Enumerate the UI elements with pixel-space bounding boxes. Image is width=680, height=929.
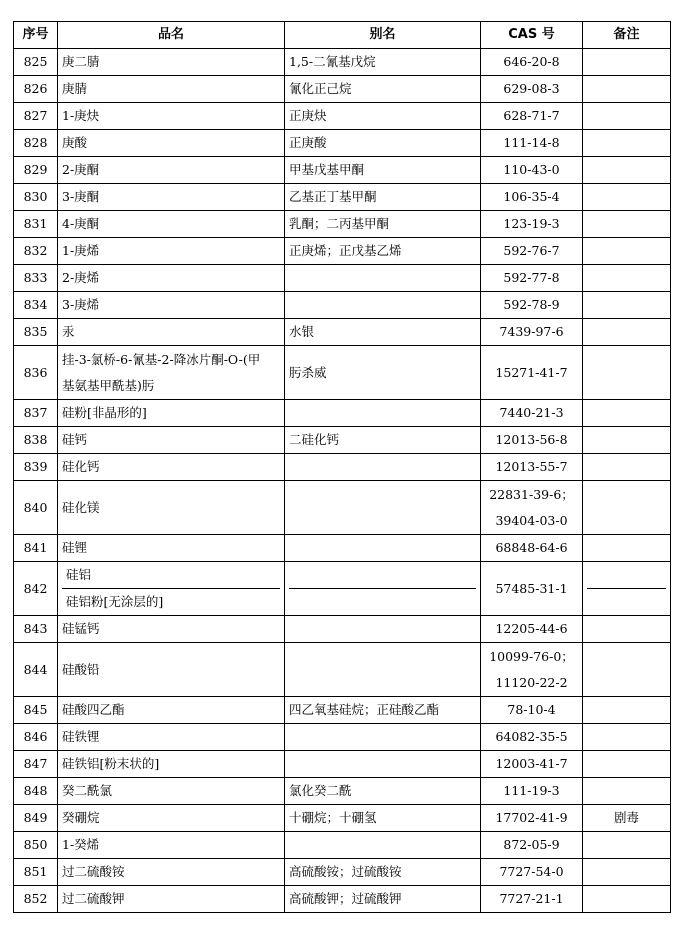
cell-cas: 7439-97-6 bbox=[481, 319, 583, 346]
cell-cas: 111-14-8 bbox=[481, 130, 583, 157]
cell-no: 828 bbox=[14, 130, 58, 157]
table-row bbox=[14, 265, 671, 292]
cell-alias: 高硫酸钾；过硫酸钾 bbox=[285, 886, 481, 913]
cell-cas-line: 22831-39-6； bbox=[489, 486, 574, 502]
cell-name-line: 挂-3-氯桥-6-氰基-2-降冰片酮-O-(甲 bbox=[62, 351, 261, 367]
cell-alias bbox=[285, 562, 481, 616]
cell-alias bbox=[285, 454, 481, 481]
cell-note bbox=[583, 211, 671, 238]
cell-name: 1-庚烯 bbox=[58, 238, 285, 265]
cell-name: 硅锂 bbox=[58, 535, 285, 562]
cell-name-line: 硅铝粉[无涂层的] bbox=[62, 588, 280, 615]
cell-name: 硅酸铅 bbox=[58, 643, 285, 697]
cell-no: 840 bbox=[14, 481, 58, 535]
cell-cas: 78-10-4 bbox=[481, 697, 583, 724]
cell-name: 硅铁铝[粉末状的] bbox=[58, 751, 285, 778]
cell-name: 癸硼烷 bbox=[58, 805, 285, 832]
table-row bbox=[14, 103, 671, 130]
cell-note bbox=[583, 643, 671, 697]
cell-note bbox=[583, 535, 671, 562]
cell-no: 826 bbox=[14, 76, 58, 103]
cell-cas: 646-20-8 bbox=[481, 49, 583, 76]
cell-no: 827 bbox=[14, 103, 58, 130]
table-row bbox=[14, 832, 671, 859]
table-row bbox=[14, 211, 671, 238]
chemical-list-table bbox=[13, 21, 671, 913]
table-row bbox=[14, 643, 671, 697]
cell-alias: 1,5-二氰基戊烷 bbox=[285, 49, 481, 76]
cell-name: 过二硫酸铵 bbox=[58, 859, 285, 886]
cell-no: 832 bbox=[14, 238, 58, 265]
cell-cas: 12003-41-7 bbox=[481, 751, 583, 778]
cell-alias bbox=[285, 832, 481, 859]
cell-note bbox=[583, 724, 671, 751]
cell-cas bbox=[481, 481, 583, 535]
table-row bbox=[14, 562, 671, 616]
table-row bbox=[14, 319, 671, 346]
cell-note: 剧毒 bbox=[583, 805, 671, 832]
cell-cas bbox=[481, 643, 583, 697]
cell-no: 849 bbox=[14, 805, 58, 832]
cell-alias: 正庚烯；正戊基乙烯 bbox=[285, 238, 481, 265]
cell-alias bbox=[285, 400, 481, 427]
cell-note bbox=[583, 292, 671, 319]
cell-cas: 7440-21-3 bbox=[481, 400, 583, 427]
header-alias: 别名 bbox=[285, 22, 481, 49]
table-row bbox=[14, 805, 671, 832]
header-cas: CAS 号 bbox=[481, 22, 583, 49]
table-row bbox=[14, 724, 671, 751]
cell-note bbox=[583, 832, 671, 859]
cell-name: 庚酸 bbox=[58, 130, 285, 157]
cell-alias bbox=[285, 292, 481, 319]
cell-cas: 592-78-9 bbox=[481, 292, 583, 319]
cell-cas: 592-77-8 bbox=[481, 265, 583, 292]
cell-no: 834 bbox=[14, 292, 58, 319]
cell-no: 851 bbox=[14, 859, 58, 886]
cell-name: 2-庚酮 bbox=[58, 157, 285, 184]
cell-cas: 12013-56-8 bbox=[481, 427, 583, 454]
cell-no: 839 bbox=[14, 454, 58, 481]
cell-name: 硅化镁 bbox=[58, 481, 285, 535]
cell-alias: 二硅化钙 bbox=[285, 427, 481, 454]
cell-note bbox=[583, 184, 671, 211]
cell-alias bbox=[285, 535, 481, 562]
cell-alias-line bbox=[289, 562, 476, 588]
table-row bbox=[14, 76, 671, 103]
cell-name: 癸二酰氯 bbox=[58, 778, 285, 805]
cell-note bbox=[583, 400, 671, 427]
cell-no: 831 bbox=[14, 211, 58, 238]
cell-name-line: 基氨基甲酰基)肟 bbox=[62, 377, 155, 393]
table-row bbox=[14, 886, 671, 913]
cell-name: 硅化钙 bbox=[58, 454, 285, 481]
cell-note bbox=[583, 616, 671, 643]
cell-alias: 四乙氧基硅烷；正硅酸乙酯 bbox=[285, 697, 481, 724]
cell-cas: 592-76-7 bbox=[481, 238, 583, 265]
cell-no: 825 bbox=[14, 49, 58, 76]
cell-name: 硅粉[非晶形的] bbox=[58, 400, 285, 427]
cell-cas: 7727-54-0 bbox=[481, 859, 583, 886]
cell-note bbox=[583, 130, 671, 157]
cell-no: 837 bbox=[14, 400, 58, 427]
cell-cas: 123-19-3 bbox=[481, 211, 583, 238]
cell-note bbox=[583, 157, 671, 184]
cell-note bbox=[583, 346, 671, 400]
table-row bbox=[14, 157, 671, 184]
cell-name: 3-庚酮 bbox=[58, 184, 285, 211]
cell-cas-line: 10099-76-0； bbox=[489, 648, 574, 664]
cell-cas: 7727-21-1 bbox=[481, 886, 583, 913]
cell-cas: 111-19-3 bbox=[481, 778, 583, 805]
table-row bbox=[14, 49, 671, 76]
cell-alias bbox=[285, 616, 481, 643]
header-name: 品名 bbox=[58, 22, 285, 49]
cell-name-line: 硅铝 bbox=[66, 567, 92, 582]
header-no: 序号 bbox=[14, 22, 58, 49]
cell-note bbox=[583, 103, 671, 130]
cell-name: 汞 bbox=[58, 319, 285, 346]
cell-cas: 64082-35-5 bbox=[481, 724, 583, 751]
cell-alias: 正庚炔 bbox=[285, 103, 481, 130]
cell-cas: 872-05-9 bbox=[481, 832, 583, 859]
table-row bbox=[14, 238, 671, 265]
cell-note bbox=[583, 481, 671, 535]
cell-no: 830 bbox=[14, 184, 58, 211]
cell-note bbox=[583, 319, 671, 346]
cell-alias bbox=[285, 265, 481, 292]
table-row bbox=[14, 778, 671, 805]
cell-no: 836 bbox=[14, 346, 58, 400]
cell-no: 844 bbox=[14, 643, 58, 697]
header-row bbox=[14, 22, 671, 49]
cell-note bbox=[583, 751, 671, 778]
cell-name bbox=[58, 346, 285, 400]
cell-cas: 106-35-4 bbox=[481, 184, 583, 211]
cell-no: 852 bbox=[14, 886, 58, 913]
cell-alias: 氰化正己烷 bbox=[285, 76, 481, 103]
cell-cas: 15271-41-7 bbox=[481, 346, 583, 400]
cell-note bbox=[583, 238, 671, 265]
cell-name: 硅钙 bbox=[58, 427, 285, 454]
cell-cas: 68848-64-6 bbox=[481, 535, 583, 562]
cell-name: 硅铁锂 bbox=[58, 724, 285, 751]
cell-cas: 629-08-3 bbox=[481, 76, 583, 103]
table-row bbox=[14, 427, 671, 454]
cell-note bbox=[583, 454, 671, 481]
table-row bbox=[14, 292, 671, 319]
cell-alias: 正庚酸 bbox=[285, 130, 481, 157]
cell-cas: 12013-55-7 bbox=[481, 454, 583, 481]
cell-name bbox=[58, 562, 285, 616]
cell-no: 843 bbox=[14, 616, 58, 643]
cell-no: 846 bbox=[14, 724, 58, 751]
table-row bbox=[14, 697, 671, 724]
cell-name: 庚二腈 bbox=[58, 49, 285, 76]
table-row bbox=[14, 184, 671, 211]
cell-name: 过二硫酸钾 bbox=[58, 886, 285, 913]
cell-no: 848 bbox=[14, 778, 58, 805]
cell-cas: 17702-41-9 bbox=[481, 805, 583, 832]
table-row bbox=[14, 535, 671, 562]
header-note: 备注 bbox=[583, 22, 671, 49]
table-row bbox=[14, 400, 671, 427]
cell-note bbox=[583, 886, 671, 913]
cell-alias: 乳酮；二丙基甲酮 bbox=[285, 211, 481, 238]
cell-note bbox=[583, 427, 671, 454]
cell-cas-line: 11120-22-2 bbox=[495, 674, 568, 690]
cell-no: 833 bbox=[14, 265, 58, 292]
cell-no: 841 bbox=[14, 535, 58, 562]
cell-note bbox=[583, 859, 671, 886]
cell-alias: 氯化癸二酰 bbox=[285, 778, 481, 805]
table-row bbox=[14, 130, 671, 157]
cell-name: 1-癸烯 bbox=[58, 832, 285, 859]
cell-alias: 甲基戊基甲酮 bbox=[285, 157, 481, 184]
cell-no: 838 bbox=[14, 427, 58, 454]
cell-note bbox=[583, 49, 671, 76]
cell-no: 842 bbox=[14, 562, 58, 616]
cell-name: 4-庚酮 bbox=[58, 211, 285, 238]
table-row bbox=[14, 751, 671, 778]
cell-alias: 乙基正丁基甲酮 bbox=[285, 184, 481, 211]
cell-name: 2-庚烯 bbox=[58, 265, 285, 292]
cell-name: 硅锰钙 bbox=[58, 616, 285, 643]
cell-name: 硅酸四乙酯 bbox=[58, 697, 285, 724]
cell-no: 829 bbox=[14, 157, 58, 184]
cell-name: 1-庚炔 bbox=[58, 103, 285, 130]
cell-cas-line: 39404-03-0 bbox=[495, 512, 568, 528]
cell-alias: 高硫酸铵；过硫酸铵 bbox=[285, 859, 481, 886]
cell-note bbox=[583, 562, 671, 616]
cell-no: 850 bbox=[14, 832, 58, 859]
cell-alias: 水银 bbox=[285, 319, 481, 346]
cell-no: 845 bbox=[14, 697, 58, 724]
cell-cas: 57485-31-1 bbox=[481, 562, 583, 616]
cell-no: 847 bbox=[14, 751, 58, 778]
cell-note bbox=[583, 265, 671, 292]
cell-alias: 十硼烷；十硼氢 bbox=[285, 805, 481, 832]
table-row bbox=[14, 859, 671, 886]
cell-no: 835 bbox=[14, 319, 58, 346]
table-row bbox=[14, 346, 671, 400]
cell-note-line bbox=[587, 562, 666, 588]
cell-cas: 628-71-7 bbox=[481, 103, 583, 130]
cell-note-line bbox=[587, 588, 666, 615]
table-row bbox=[14, 616, 671, 643]
cell-note bbox=[583, 697, 671, 724]
table-row bbox=[14, 481, 671, 535]
cell-note bbox=[583, 778, 671, 805]
table-body bbox=[14, 49, 671, 913]
cell-cas: 12205-44-6 bbox=[481, 616, 583, 643]
cell-alias bbox=[285, 643, 481, 697]
cell-note bbox=[583, 76, 671, 103]
cell-alias-line bbox=[289, 588, 476, 615]
cell-alias: 肟杀威 bbox=[285, 346, 481, 400]
table-row bbox=[14, 454, 671, 481]
cell-name: 庚腈 bbox=[58, 76, 285, 103]
cell-alias bbox=[285, 751, 481, 778]
cell-name: 3-庚烯 bbox=[58, 292, 285, 319]
cell-cas: 110-43-0 bbox=[481, 157, 583, 184]
cell-alias bbox=[285, 481, 481, 535]
cell-alias bbox=[285, 724, 481, 751]
